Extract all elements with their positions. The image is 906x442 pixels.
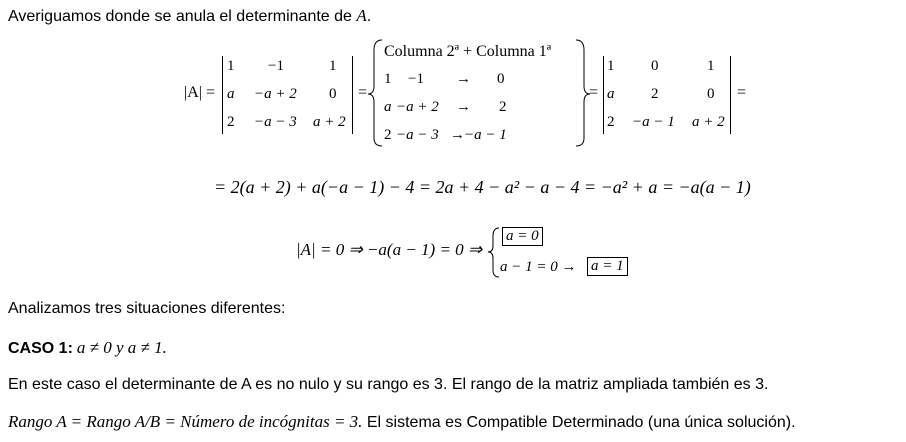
- case2-prefix: a − 1 = 0 →: [500, 259, 577, 275]
- matrix1-cell: −1: [268, 58, 284, 74]
- case2-box: a = 1: [587, 257, 628, 276]
- equals-sign: =: [589, 84, 599, 101]
- brace-line-cell: −a + 2: [396, 99, 439, 115]
- matrix1-cell: 2: [227, 114, 235, 130]
- analysis-text: Analizamos tres situaciones diferentes:: [8, 300, 286, 317]
- matrix2-cell: 2: [651, 86, 659, 102]
- para1: En este caso el determinante de A es no nulo y su rango es 3. El rango de la matriz ampliada también es 3.: [8, 376, 769, 393]
- arrow-icon: →: [450, 127, 465, 143]
- det-label: |A| =: [184, 84, 215, 101]
- brace-line-cell: 2: [499, 99, 507, 115]
- matrix1-cell: 0: [329, 86, 337, 102]
- expansion-line: = 2(a + 2) + a(−a − 1) − 4 = 2a + 4 − a² − a − 4 = −a² + a = −a(a − 1): [214, 177, 751, 197]
- brace-line-cell: 1: [384, 71, 392, 87]
- case1-box: a = 0: [502, 227, 543, 246]
- brace-line-cell: −1: [408, 71, 424, 87]
- matrix2-cell: a: [607, 86, 615, 102]
- matrix2-cell: 1: [607, 58, 615, 74]
- brace-header: Columna 2ª + Columna 1ª: [384, 43, 552, 60]
- caso1-line: CASO 1: a ≠ 0 y a ≠ 1.: [8, 338, 167, 357]
- matrix1-cell: −a + 2: [254, 86, 297, 102]
- brace-line-cell: −a − 1: [464, 127, 507, 143]
- arrow-icon: →: [456, 71, 471, 87]
- matrix2-right-bar: [730, 56, 731, 134]
- arrow-icon: →: [456, 99, 471, 115]
- matrix1-cell: a: [227, 86, 235, 102]
- intro-line: Averiguamos donde se anula el determinante de A.: [8, 6, 372, 25]
- matrix2-cell: 2: [607, 114, 615, 130]
- matrix1-cell: 1: [329, 58, 337, 74]
- brace-line-cell: 0: [497, 71, 505, 87]
- equals-sign: =: [358, 84, 368, 101]
- brace-line-cell: a: [384, 99, 392, 115]
- matrix1-cell: 1: [227, 58, 235, 74]
- matrix2-cell: 0: [707, 86, 715, 102]
- matrix2-left-bar: [603, 56, 604, 134]
- zero-eq-lhs: |A| = 0 ⇒ −a(a − 1) = 0 ⇒: [296, 240, 483, 259]
- para2: Rango A = Rango A/B = Número de incógnitas = 3. El sistema es Compatible Determinado (una única solución).: [8, 412, 796, 431]
- matrix2-cell: −a − 1: [632, 114, 675, 130]
- equals-sign: =: [737, 84, 747, 101]
- brace-line-cell: 2: [384, 127, 392, 143]
- matrix2-cell: 1: [707, 58, 715, 74]
- matrix1-cell: a + 2: [313, 114, 346, 130]
- matrix2-cell: 0: [651, 58, 659, 74]
- matrix1-cell: −a − 3: [254, 114, 297, 130]
- matrix2-cell: a + 2: [692, 114, 725, 130]
- brace-line-cell: −a − 3: [396, 127, 439, 143]
